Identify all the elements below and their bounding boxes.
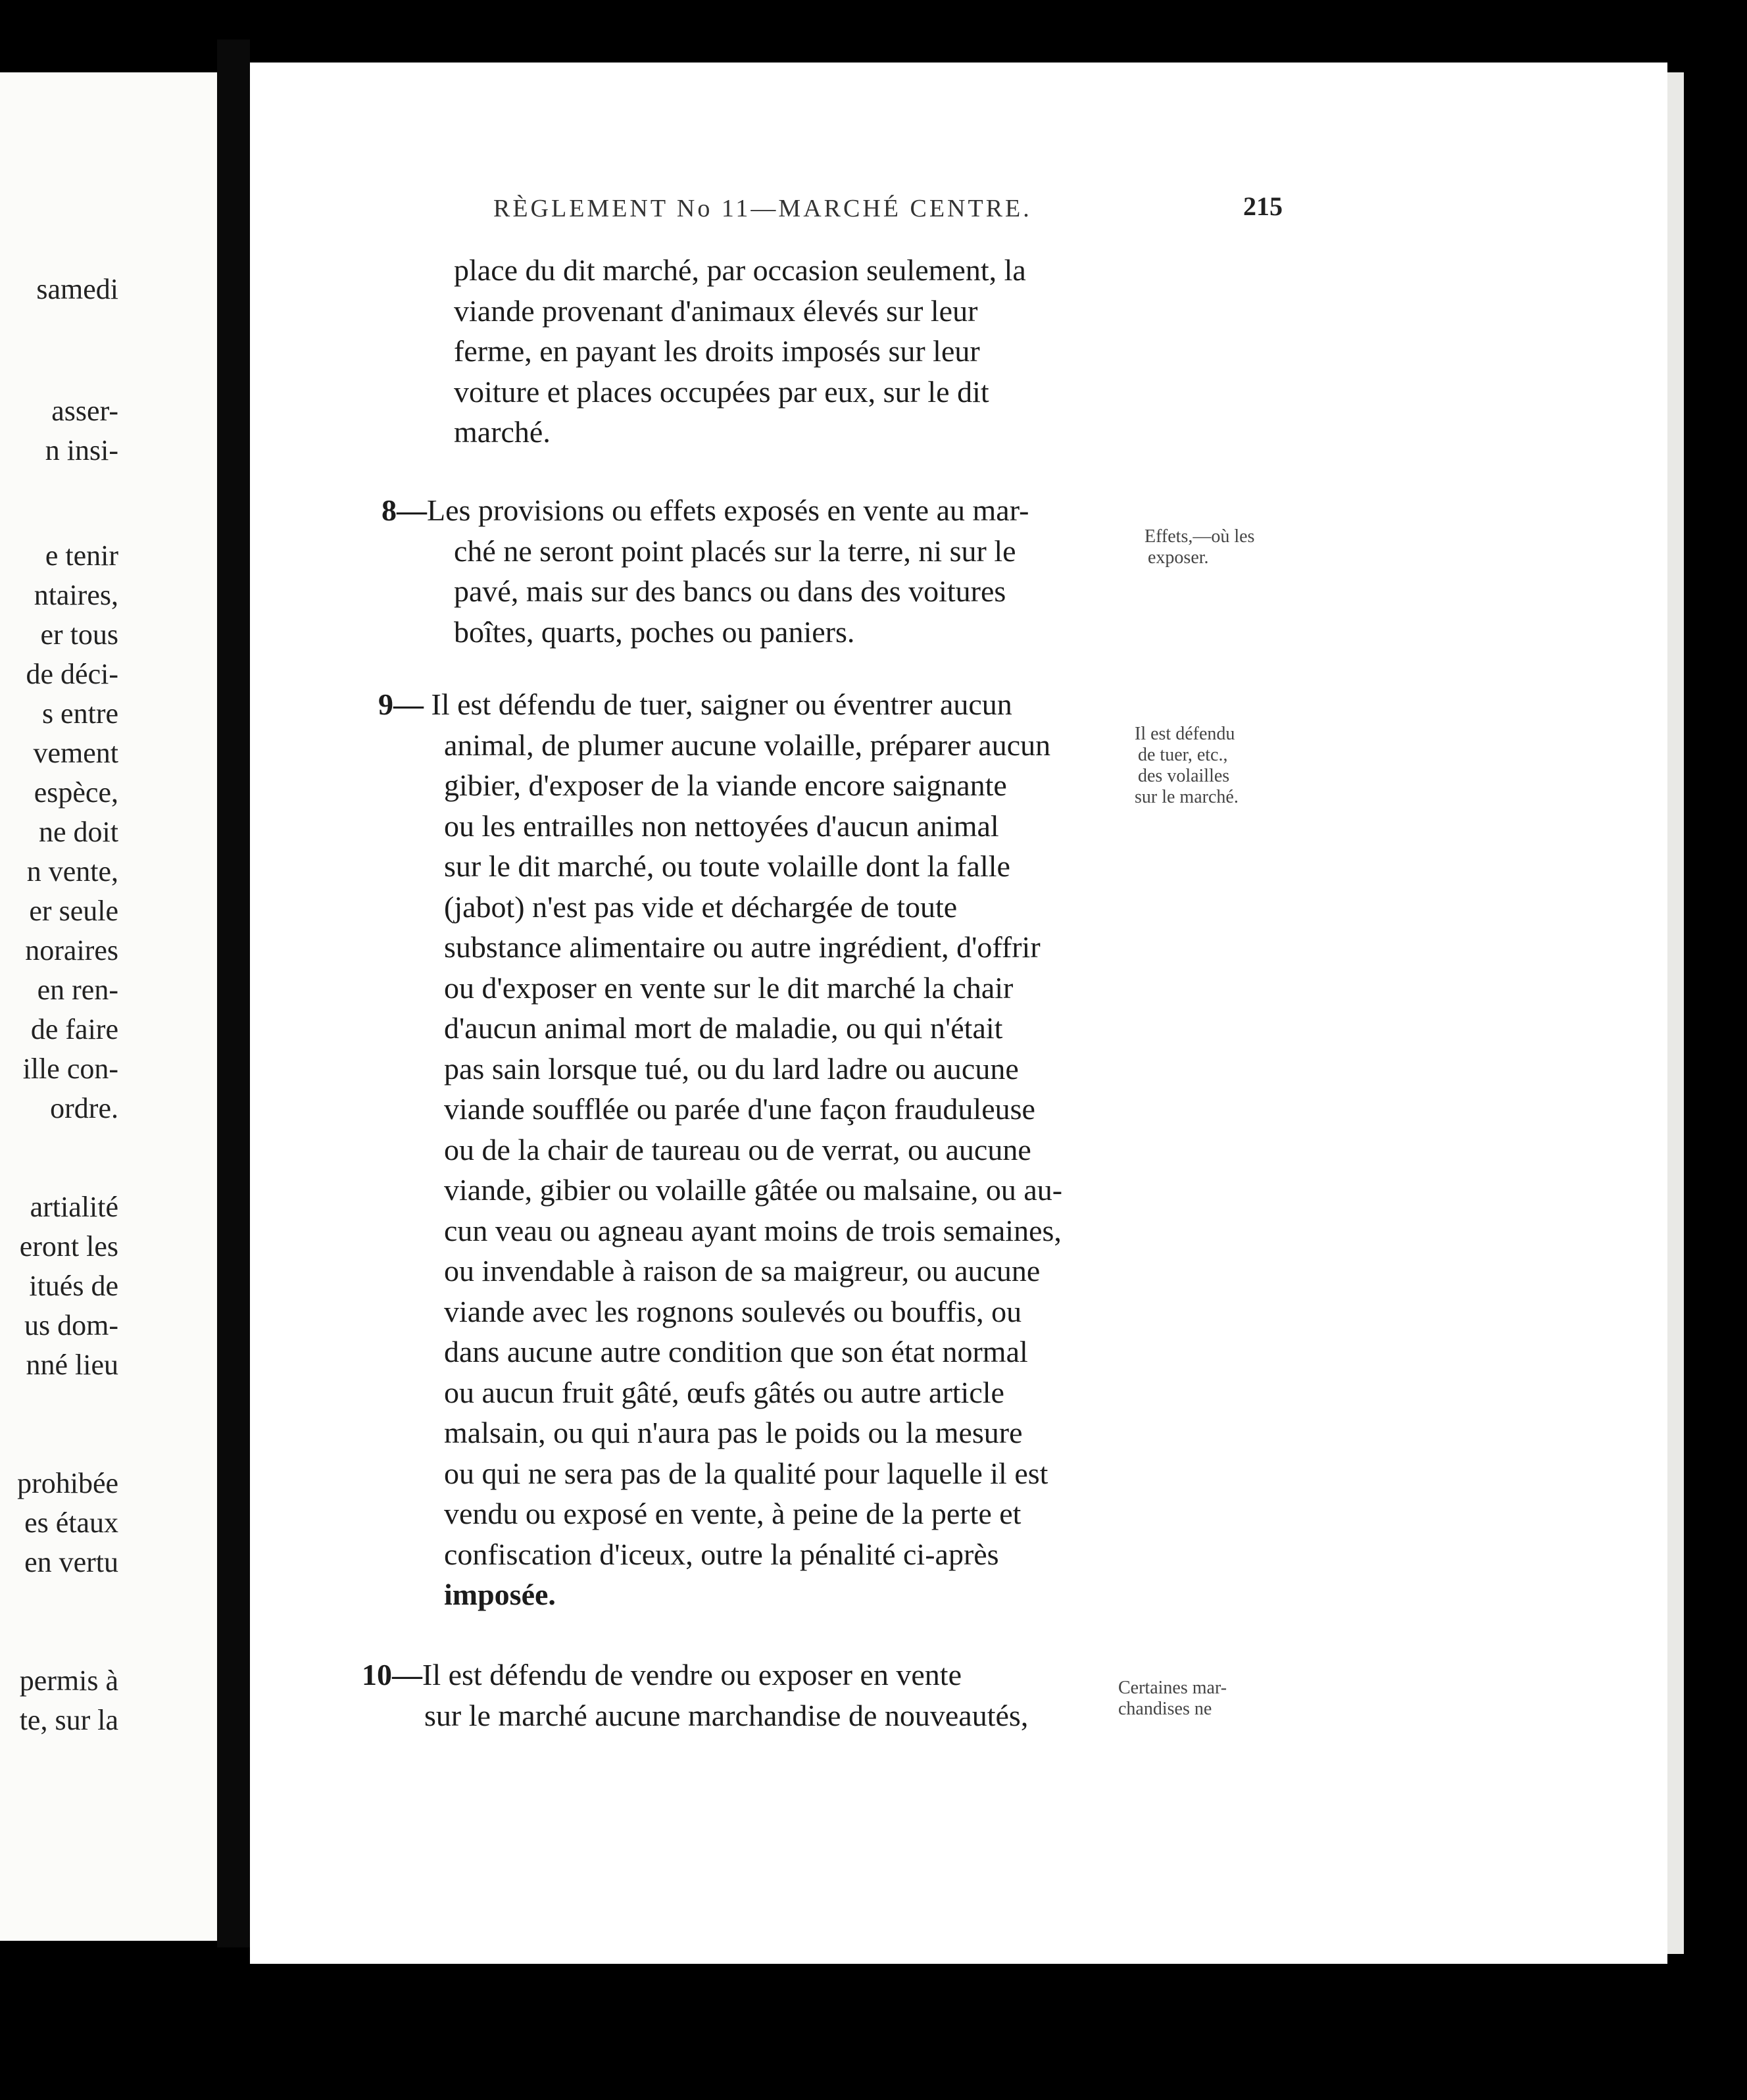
text-line: ou qui ne sera pas de la qualité pour laquelle il est	[444, 1456, 1048, 1490]
left-page-line: asser-	[51, 395, 118, 427]
margin-note-line: de tuer, etc.,	[1138, 745, 1228, 765]
margin-note-line: sur le marché.	[1135, 787, 1239, 807]
text-line: viande provenant d'animaux élevés sur leur	[454, 293, 978, 328]
article-number: 10—	[362, 1658, 422, 1691]
text-line: ou de la chair de taureau ou de verrat, ou aucune	[444, 1132, 1031, 1166]
book-spine-gutter	[217, 39, 250, 1947]
text-line-content: Les provisions ou effets exposés en vente au mar-	[427, 493, 1029, 527]
text-line	[378, 684, 1128, 725]
text-line: ou aucun fruit gâté, œufs gâtés ou autre article	[444, 1375, 1004, 1409]
left-page-line: es étaux	[24, 1507, 118, 1539]
article-number: 8—	[381, 493, 427, 527]
left-page-line: ntaires,	[34, 579, 118, 611]
text-line: sur le dit marché, ou toute volaille dont la falle	[444, 849, 1010, 883]
left-page-line: n vente,	[26, 855, 118, 888]
margin-note-line: Il est défendu	[1135, 724, 1235, 744]
article-number: 9—	[378, 688, 424, 721]
left-page-line: espèce,	[34, 776, 118, 809]
text-line: viande, gibier ou volaille gâtée ou malsaine, ou au-	[444, 1173, 1063, 1207]
text-line: malsain, ou qui n'aura pas le poids ou la mesure	[444, 1416, 1023, 1449]
text-line: gibier, d'exposer de la viande encore saignante	[444, 768, 1007, 802]
left-page-line: noraires	[25, 934, 118, 966]
text-line: d'aucun animal mort de maladie, ou qui n'était	[444, 1011, 1003, 1045]
margin-note-effets	[1144, 526, 1254, 568]
running-header: RÈGLEMENT No 11—MARCHÉ CENTRE.	[493, 195, 1032, 222]
text-line: cun veau ou agneau ayant moins de trois semaines,	[444, 1213, 1062, 1247]
text-line: imposée.	[444, 1578, 556, 1611]
text-line: ou d'exposer en vente sur le dit marché la chair	[444, 970, 1014, 1005]
text-line-content: Il est défendu de tuer, saigner ou éventrer aucun	[431, 688, 1012, 721]
margin-note-line: Certaines mar-	[1118, 1678, 1227, 1698]
margin-note-line: exposer.	[1148, 547, 1209, 568]
margin-note-defendu	[1135, 724, 1239, 808]
page-edge	[1667, 72, 1684, 1954]
text-line: ferme, en payant les droits imposés sur leur	[454, 334, 980, 368]
text-line	[362, 1655, 1125, 1695]
left-page-line: n insi-	[45, 434, 118, 466]
page-number: 215	[1243, 191, 1283, 221]
margin-note-line: chandises ne	[1118, 1699, 1212, 1719]
text-line: ché ne seront point placés sur la terre, ni sur le	[454, 534, 1016, 568]
text-line: viande soufflée ou parée d'une façon frauduleuse	[444, 1092, 1035, 1126]
left-page-line: us dom-	[24, 1309, 118, 1341]
text-line: boîtes, quarts, poches ou paniers.	[454, 614, 855, 649]
text-line	[381, 490, 1131, 531]
left-page-line: te, sur la	[19, 1704, 118, 1736]
left-page-line: ille con-	[22, 1053, 118, 1085]
left-page-line: eront les	[19, 1230, 118, 1262]
left-page-line: nné lieu	[26, 1349, 118, 1381]
text-line: animal, de plumer aucune volaille, préparer aucun	[444, 728, 1051, 762]
left-page-line: en vertu	[24, 1546, 118, 1578]
text-line: dans aucune autre condition que son état normal	[444, 1335, 1028, 1368]
right-page	[250, 63, 1667, 1964]
left-page-line: ordre.	[50, 1092, 118, 1124]
text-line: confiscation d'iceux, outre la pénalité ci-après	[444, 1537, 999, 1571]
left-page-line: e tenir	[45, 539, 118, 572]
left-page-line: s entre	[41, 697, 118, 730]
text-line: viande avec les rognons soulevés ou bouffis, ou	[444, 1294, 1022, 1328]
text-line: pavé, mais sur des bancs ou dans des voitures	[454, 574, 1006, 608]
margin-note-marchandises	[1118, 1678, 1227, 1720]
left-page-line: permis à	[19, 1664, 118, 1697]
left-page-fragment	[0, 72, 217, 1941]
article-10	[362, 1655, 1125, 1736]
left-page-line: itués de	[29, 1270, 118, 1302]
left-page-line: prohibée	[17, 1467, 118, 1499]
margin-note-line: des volailles	[1138, 766, 1230, 786]
left-page-line: er tous	[40, 618, 118, 651]
text-line: marché.	[454, 415, 551, 449]
left-page-line: de faire	[30, 1013, 118, 1045]
margin-note-line: Effets,—où les	[1144, 526, 1255, 547]
text-line: ou invendable à raison de sa maigreur, ou aucune	[444, 1254, 1041, 1288]
text-line: substance alimentaire ou autre ingrédient, d'offrir	[444, 930, 1041, 964]
article-8	[381, 490, 1131, 652]
left-page-line: artialité	[30, 1191, 118, 1223]
paragraph-continuation	[454, 250, 1125, 453]
text-line-content: Il est défendu de vendre ou exposer en vente	[422, 1658, 962, 1691]
left-page-line: vement	[33, 737, 118, 769]
left-page-line: de déci-	[26, 658, 118, 690]
left-page-line: ne doit	[39, 816, 118, 848]
text-line: pas sain lorsque tué, ou du lard ladre ou aucune	[444, 1051, 1019, 1086]
text-line: ou les entrailles non nettoyées d'aucun animal	[444, 809, 999, 843]
article-9	[378, 684, 1128, 1615]
left-page-line: en ren-	[37, 974, 118, 1006]
text-line: (jabot) n'est pas vide et déchargée de toute	[444, 889, 958, 924]
text-line: vendu ou exposé en vente, à peine de la perte et	[444, 1497, 1021, 1530]
left-page-line: samedi	[36, 273, 118, 305]
left-page-line: er seule	[29, 895, 118, 927]
text-line: place du dit marché, par occasion seulement, la	[454, 253, 1026, 287]
text-line: voiture et places occupées par eux, sur le dit	[454, 374, 989, 409]
text-line: sur le marché aucune marchandise de nouveautés,	[424, 1698, 1029, 1732]
